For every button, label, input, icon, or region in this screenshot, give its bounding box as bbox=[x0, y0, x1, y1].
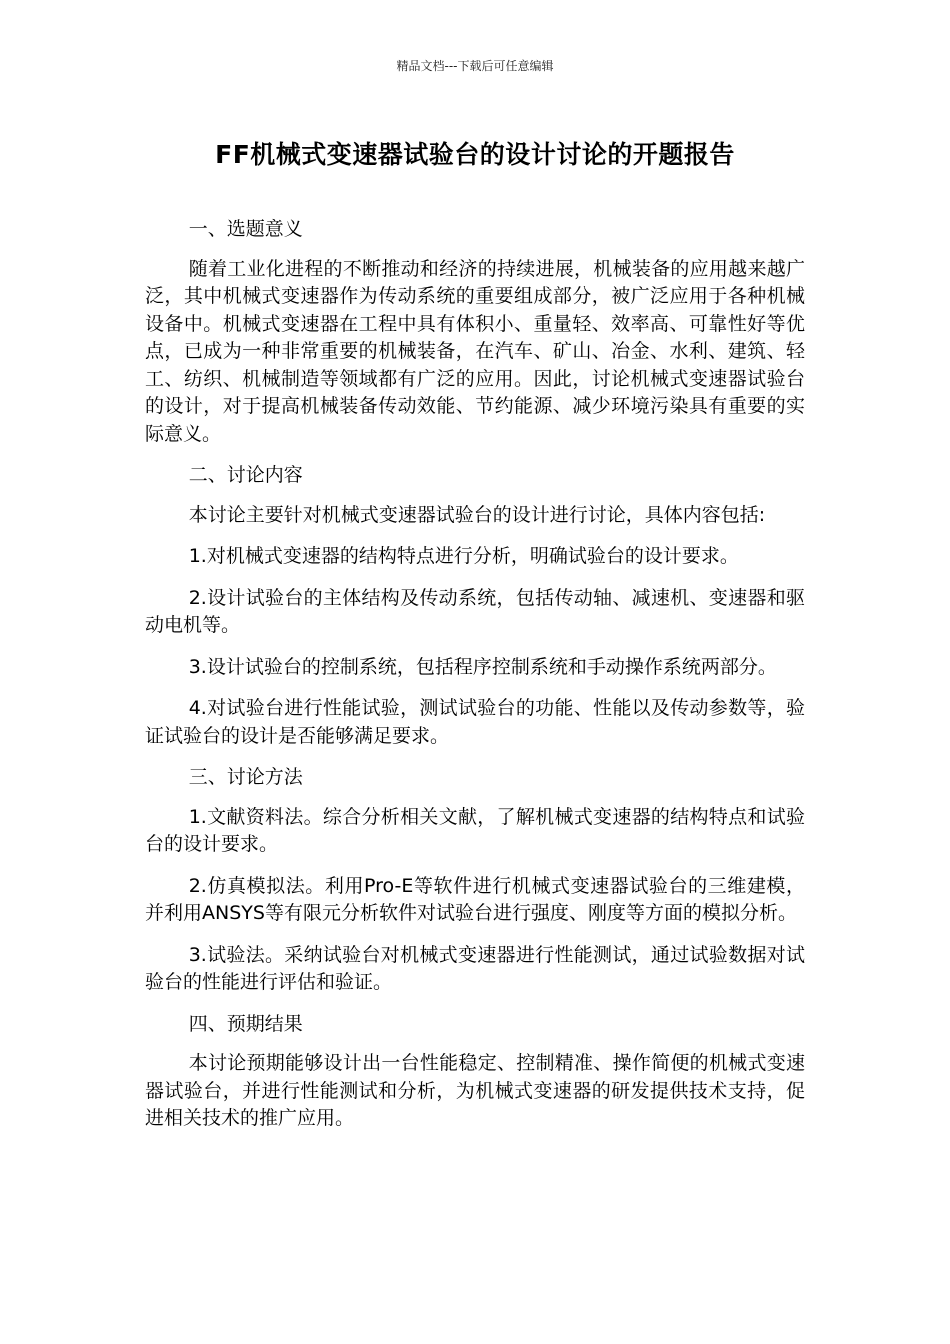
header-note: 精品文档---下载后可任意编辑 bbox=[396, 59, 554, 73]
paragraph: 随着工业化进程的不断推动和经济的持续进展，机械装备的应用越来越广泛，其中机械式变速器作为传动系统的重要组成部分，被广泛应用于各种机械设备中。机械式变速器在工程中具有体积小、重量轻、效率高、可靠性好等优点，已成为一种非常重要的机械装备，在汽车、矿山、冶金、水利、建筑、轻工、纺织、机械制造等领域都有广泛的应用。因此，讨论机械式变速器试验台的设计，对于提高机械装备传动效能、节约能源、减少环境污染具有重要的实际意义。 bbox=[145, 257, 805, 445]
list-item: 4.对试验台进行性能试验，测试试验台的功能、性能以及传动参数等，验证试验台的设计是否能够满足要求。 bbox=[145, 697, 805, 747]
list-item: 1.对机械式变速器的结构特点进行分析，明确试验台的设计要求。 bbox=[188, 545, 739, 567]
section-heading-expected-results: 四、预期结果 bbox=[188, 1012, 303, 1035]
list-item: 1.文献资料法。综合分析相关文献，了解机械式变速器的结构特点和试验台的设计要求。 bbox=[145, 805, 805, 855]
list-item: 2.仿真模拟法。利用Pro-E等软件进行机械式变速器试验台的三维建模，并利用ANSYS等有限元分析软件对试验台进行强度、刚度等方面的模拟分析。 bbox=[145, 874, 805, 924]
section-heading-content: 二、讨论内容 bbox=[188, 464, 303, 486]
section-heading-methods: 三、讨论方法 bbox=[188, 766, 303, 788]
document-body bbox=[145, 216, 805, 1147]
list-item: 3.设计试验台的控制系统，包括程序控制系统和手动操作系统两部分。 bbox=[188, 655, 777, 678]
paragraph: 本讨论主要针对机械式变速器试验台的设计进行讨论，具体内容包括: bbox=[188, 503, 766, 526]
section-heading-significance: 一、选题意义 bbox=[188, 218, 303, 240]
list-item: 2.设计试验台的主体结构及传动系统，包括传动轴、减速机、变速器和驱动电机等。 bbox=[145, 586, 805, 636]
paragraph: 本讨论预期能够设计出一台性能稳定、控制精准、操作简便的机械式变速器试验台，并进行性能测试和分析，为机械式变速器的研发提供技术支持，促进相关技术的推广应用。 bbox=[145, 1052, 805, 1129]
list-item: 3.试验法。采纳试验台对机械式变速器进行性能测试，通过试验数据对试验台的性能进行评估和验证。 bbox=[145, 943, 805, 993]
document-title: FF机械式变速器试验台的设计讨论的开题报告 bbox=[215, 140, 735, 169]
